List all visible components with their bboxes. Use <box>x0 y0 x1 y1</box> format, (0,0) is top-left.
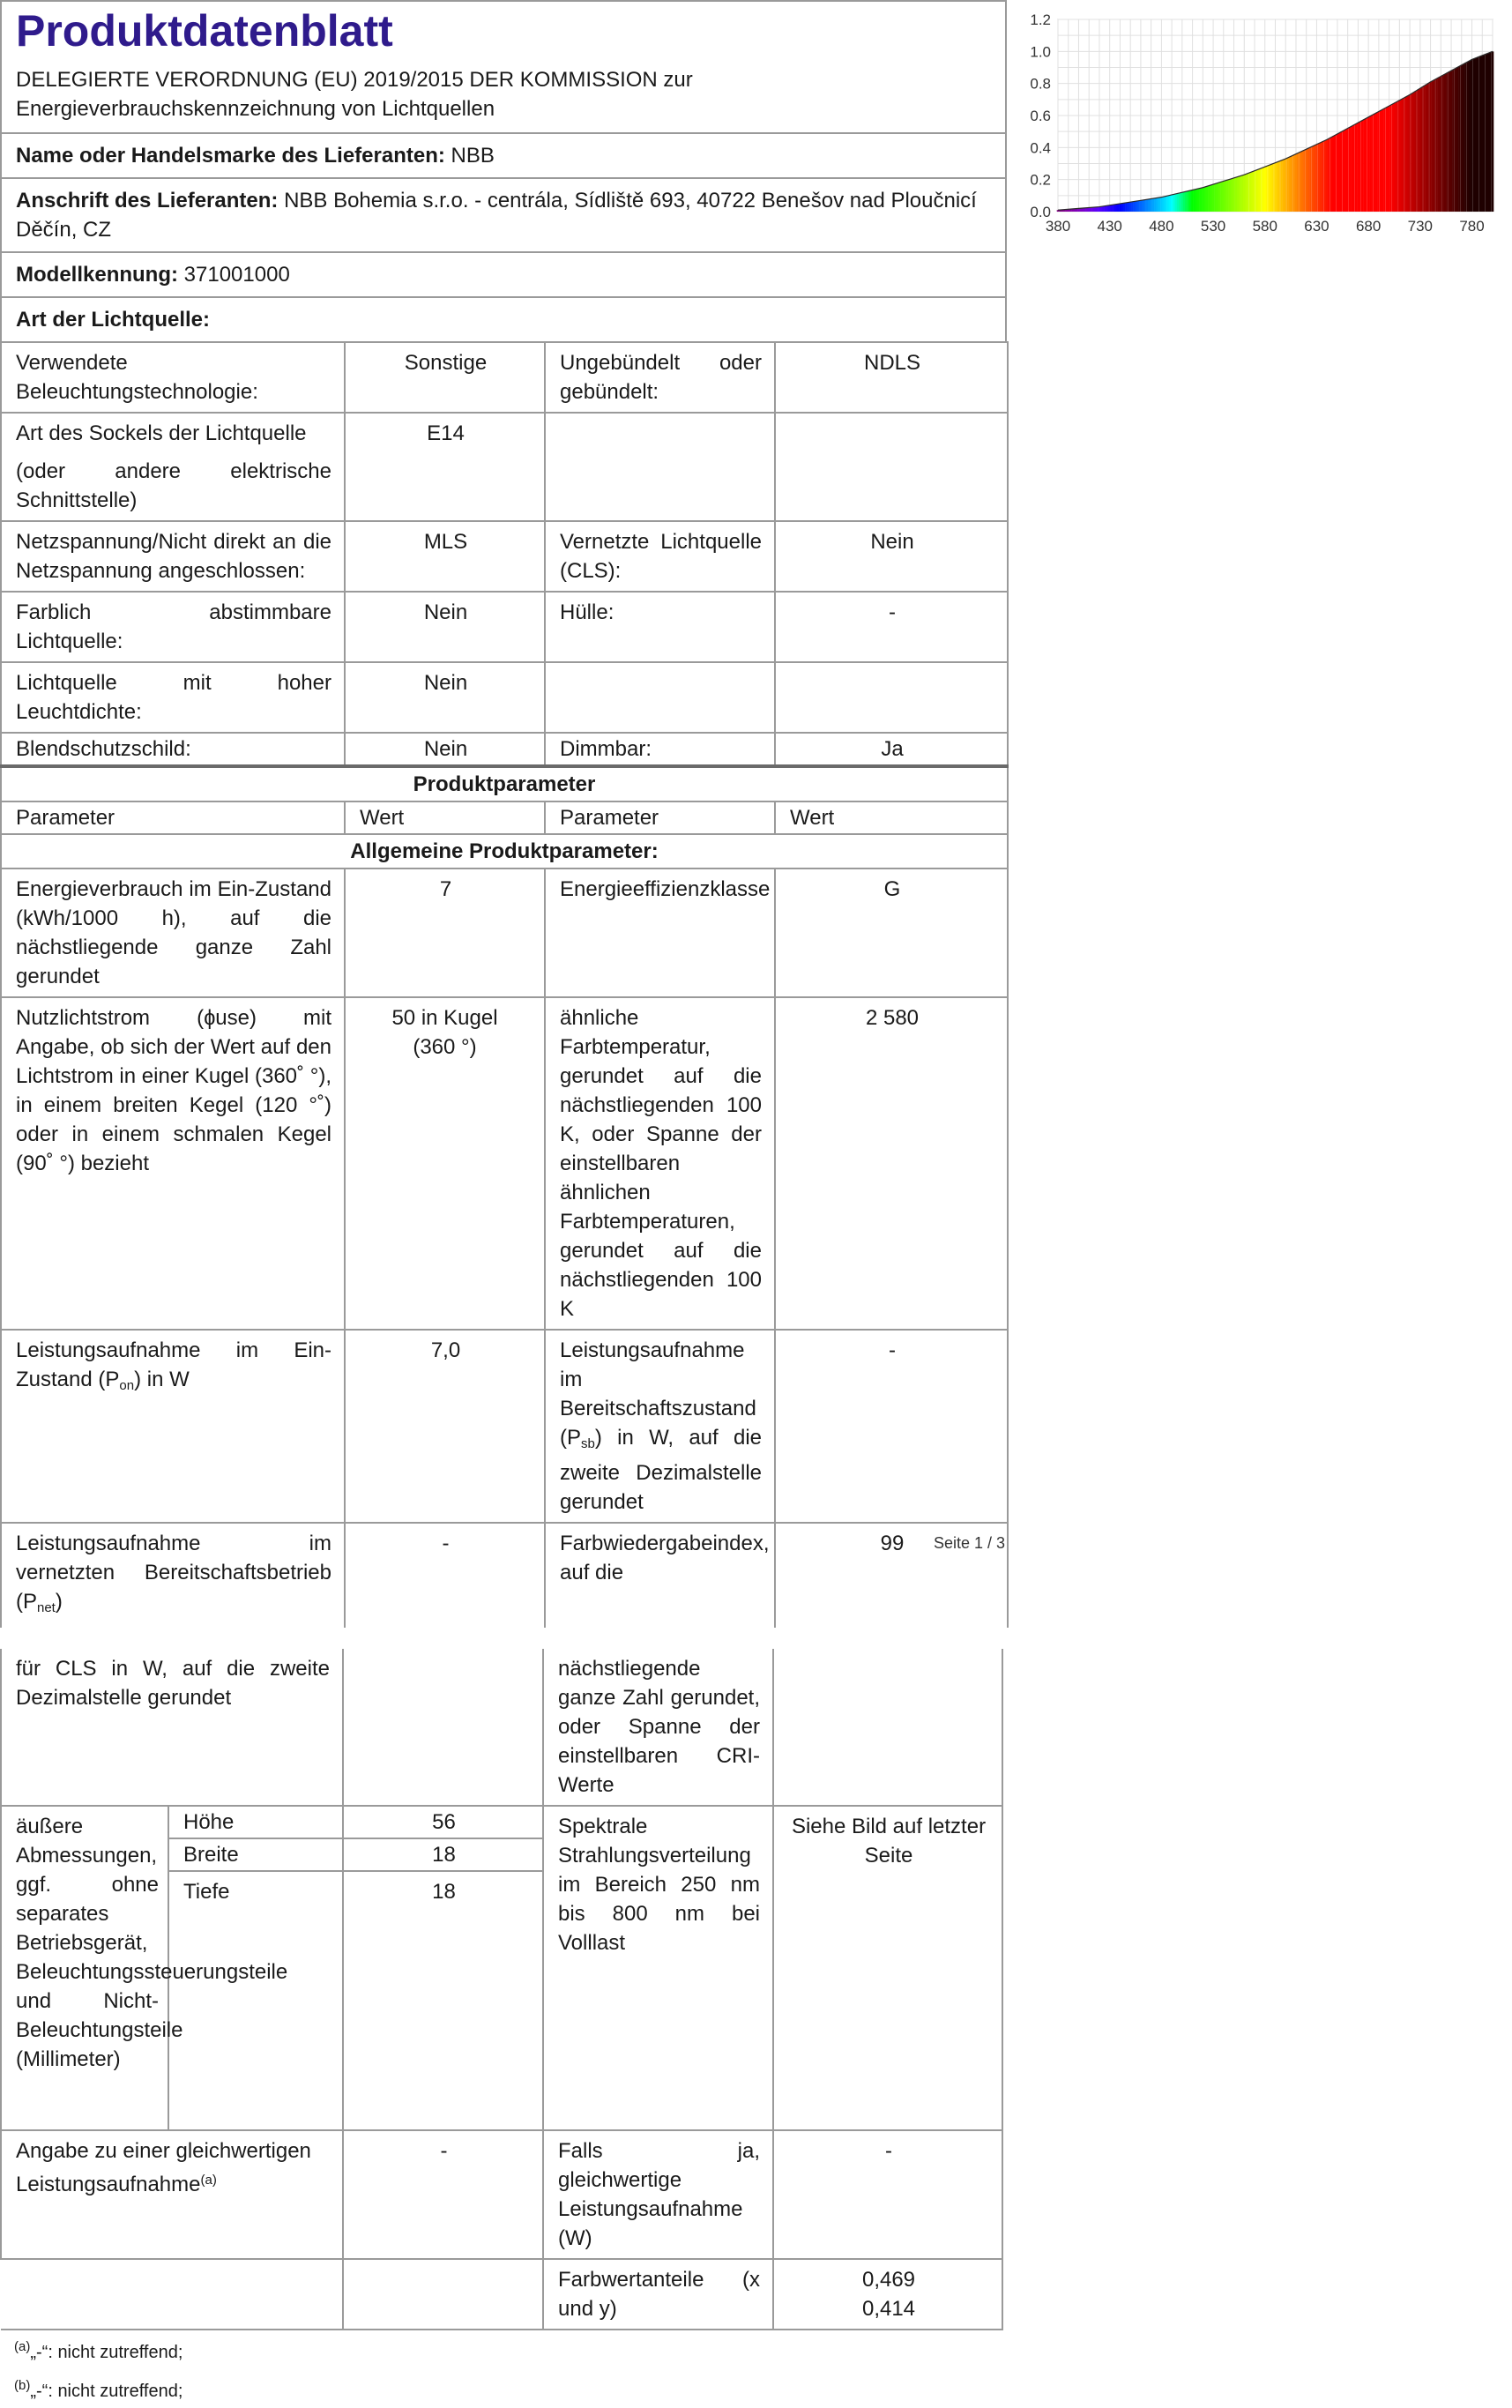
x-tick-label: 780 <box>1459 218 1485 235</box>
col-header-value-2: Wert <box>775 801 1008 834</box>
header-box <box>0 0 1007 343</box>
energy-class-value: G <box>775 869 1008 997</box>
psb-subscript: sb <box>581 1436 595 1451</box>
model-value: 371001000 <box>183 263 290 287</box>
regulation-line-1: DELEGIERTE VERORDNUNG (EU) 2019/2015 DER KOMMISSION zur <box>16 68 693 92</box>
dimmable-label: Dimmbar: <box>545 733 775 766</box>
model-row <box>2 251 1005 296</box>
col-header-parameter: Parameter <box>1 801 345 834</box>
flux-label: Nutzlichtstrom (ɸuse) mit Angabe, ob sich der Wert auf den Lichtstrom in einer Kugel (360˚ °), in einem breiten Kegel (120 °˚) oder in einem schmalen Kegel (90˚ °) bezieht <box>1 997 345 1330</box>
equiv-value: - <box>343 2130 543 2259</box>
empty-cell <box>545 413 775 521</box>
depth-label: Tiefe <box>168 1871 343 2130</box>
empty-cell <box>545 662 775 733</box>
spectrum-chart <box>1012 0 1512 494</box>
empty-cell <box>1 2259 343 2330</box>
cri-label: Farbwiedergabeindex, auf die <box>545 1523 775 1628</box>
dimensions-label: äußere Abmessungen, ggf. ohne separates Betriebsgerät, Beleuchtungssteuerungsteile und Nicht-Beleuchtungsteile (Millimeter) <box>1 1806 168 2130</box>
table-row <box>1 1523 1008 1628</box>
x-tick-label: 380 <box>1045 218 1071 235</box>
page-title: Produktdatenblatt <box>16 6 393 56</box>
mains-label: Netzspannung/Nicht direkt an die Netzspannung angeschlossen: <box>1 521 345 592</box>
directional-value: NDLS <box>775 342 1008 413</box>
tunable-label: Farblich abstimmbare Lichtquelle: <box>1 592 345 662</box>
x-tick-label: 630 <box>1304 218 1330 235</box>
socket-label-2: (oder andere elektrische Schnittstelle) <box>16 459 331 512</box>
pnet-label-continued: für CLS in W, auf die zweite Dezimalstelle gerundet <box>1 1649 343 1806</box>
socket-label-cell <box>1 413 345 521</box>
spd-value: Siehe Bild auf letzter Seite <box>773 1806 1002 2130</box>
empty-cell <box>775 662 1008 733</box>
parameter-table-continued <box>0 1649 1003 2330</box>
table-row <box>1 1330 1008 1523</box>
footnote-a <box>14 2330 1007 2369</box>
cct-value: 2 580 <box>775 997 1008 1330</box>
parameter-table <box>0 341 1009 1628</box>
y-tick-label: 0.2 <box>1030 171 1051 189</box>
width-label: Breite <box>168 1838 343 1871</box>
envelope-value: - <box>775 592 1008 662</box>
socket-label: Art des Sockels der Lichtquelle <box>16 421 307 445</box>
empty-cell <box>343 2259 543 2330</box>
tunable-value: Nein <box>345 592 545 662</box>
col-header-parameter-2: Parameter <box>545 801 775 834</box>
pnet-label-text: Leistungsaufnahme im vernetzten Bereitschaftsbetrieb (P <box>16 1532 331 1614</box>
psb-value: - <box>775 1330 1008 1523</box>
supplier-name-label: Name oder Handelsmarke des Lieferanten: <box>16 144 445 168</box>
psb-label <box>545 1330 775 1523</box>
width-value: 18 <box>343 1838 543 1871</box>
table-row <box>1 592 1008 662</box>
supplier-address-value: NBB Bohemia s.r.o. - centrála, Sídliště 693, 40722 Benešov nad Ploučnicí Děčín, CZ <box>16 189 977 242</box>
supplier-address-label: Anschrift des Lieferanten: <box>16 189 279 212</box>
table-row <box>1 2259 1002 2330</box>
chroma-label: Farbwertanteile (x und y) <box>543 2259 773 2330</box>
energy-value: 7 <box>345 869 545 997</box>
antiglare-label: Blendschutzschild: <box>1 733 345 766</box>
section-row <box>1 834 1008 869</box>
table-row <box>1 997 1008 1330</box>
column-header-row <box>1 801 1008 834</box>
table-row <box>1 1806 1002 1838</box>
footnote-b <box>14 2369 1007 2408</box>
product-parameters-heading: Produktparameter <box>1 766 1008 801</box>
empty-cell <box>343 1649 543 1806</box>
footnote-b-text: „-“: nicht zutreffend; <box>30 2382 183 2401</box>
regulation-line-2: Energieverbrauchskennzeichnung von Lichtquellen <box>16 97 495 121</box>
x-tick-label: 430 <box>1097 218 1122 235</box>
tech-value: Sonstige <box>345 342 545 413</box>
y-tick-label: 0.6 <box>1030 108 1051 124</box>
pnet-label-close: ) <box>55 1590 63 1614</box>
table-row <box>1 413 1008 521</box>
cct-label: ähnliche Farbtemperatur, gerundet auf die nächstliegenden 100 K, oder Spanne der einstellbaren ähnlichen Farbtemperaturen, gerundet auf die nächstliegenden 100 K <box>545 997 775 1330</box>
flux-value: 50 in Kugel (360 °) <box>345 997 545 1330</box>
spectrum-chart-svg <box>1012 0 1512 494</box>
directional-label: Ungebündelt oder gebündelt: <box>545 342 775 413</box>
pon-subscript: on <box>119 1378 135 1393</box>
chroma-y: 0,414 <box>861 2297 916 2321</box>
lightsource-type-heading <box>2 296 1005 341</box>
cri-label-continued: nächstliegende ganze Zahl gerundet, oder Spanne der einstellbaren CRI-Werte <box>543 1649 773 1806</box>
supplier-address-row <box>2 177 1005 251</box>
cls-label: Vernetzte Lichtquelle (CLS): <box>545 521 775 592</box>
lightsource-type-label: Art der Lichtquelle: <box>16 308 211 332</box>
psb-label-unit: ) in W, auf die zweite Dezimalstelle gerundet <box>560 1426 762 1514</box>
y-tick-label: 0.4 <box>1030 139 1051 157</box>
pnet-label <box>1 1523 345 1628</box>
table-row <box>1 2130 1002 2259</box>
page-number: Seite 1 / 3 <box>933 1534 1005 1552</box>
footnote-b-mark: (b) <box>14 2378 31 2393</box>
y-tick-label: 0.8 <box>1030 75 1051 93</box>
footnotes <box>0 2330 1007 2408</box>
y-tick-label: 0.0 <box>1030 204 1051 220</box>
section-row <box>1 766 1008 801</box>
mains-value: MLS <box>345 521 545 592</box>
spd-label: Spektrale Strahlungsverteilung im Bereich 250 nm bis 800 nm bei Volllast <box>543 1806 773 2130</box>
table-row <box>1 342 1008 413</box>
equiv-power-label: Falls ja, gleichwertige Leistungsaufnahme (W) <box>543 2130 773 2259</box>
energy-class-label: Energieeffizienzklasse <box>545 869 775 997</box>
table-row <box>1 733 1008 766</box>
socket-value: E14 <box>345 413 545 521</box>
footnote-a-mark: (a) <box>14 2339 31 2354</box>
equiv-label <box>1 2130 343 2259</box>
cri-value: 99 <box>775 1523 1008 1628</box>
supplier-name-row <box>2 132 1005 177</box>
pon-label-unit: ) in W <box>134 1368 190 1391</box>
table-row <box>1 1649 1002 1806</box>
x-tick-label: 580 <box>1252 218 1277 235</box>
energy-label: Energieverbrauch im Ein-Zustand (kWh/1000 h), auf die nächstliegende ganze Zahl gerundet <box>1 869 345 997</box>
height-label: Höhe <box>168 1806 343 1838</box>
model-label: Modellkennung: <box>16 263 178 287</box>
depth-value: 18 <box>343 1871 543 2130</box>
regulation-text <box>2 58 1005 132</box>
pnet-value: - <box>345 1523 545 1628</box>
empty-cell <box>773 1649 1002 1806</box>
pon-label-text: Leistungsaufnahme im Ein-Zustand (P <box>16 1338 331 1391</box>
x-tick-label: 480 <box>1149 218 1174 235</box>
pon-label <box>1 1330 345 1523</box>
x-tick-label: 730 <box>1407 218 1434 235</box>
psb-label-text: Leistungsaufnahme im Bereitschaftszustand (P <box>560 1338 756 1450</box>
equiv-label-text: Angabe zu einer gleichwertigen Leistungsaufnahme <box>16 2139 311 2196</box>
highlum-label: Lichtquelle mit hoher Leuchtdichte: <box>1 662 345 733</box>
cls-value: Nein <box>775 521 1008 592</box>
height-value: 56 <box>343 1806 543 1838</box>
highlum-value: Nein <box>345 662 545 733</box>
table-row <box>1 662 1008 733</box>
equiv-power-value: - <box>773 2130 1002 2259</box>
tech-label: Verwendete Beleuchtungstechnologie: <box>1 342 345 413</box>
pnet-subscript: net <box>37 1600 56 1615</box>
chroma-x: 0,469 <box>861 2268 916 2292</box>
dimmable-value: Ja <box>775 733 1008 766</box>
x-tick-label: 530 <box>1200 218 1226 235</box>
y-tick-label: 1.2 <box>1030 11 1051 28</box>
x-tick-label: 680 <box>1355 218 1382 235</box>
footnote-a-text: „-“: nicht zutreffend; <box>30 2343 183 2362</box>
col-header-value: Wert <box>345 801 545 834</box>
chroma-value <box>773 2259 1002 2330</box>
supplier-name-value: NBB <box>451 144 495 168</box>
envelope-label: Hülle: <box>545 592 775 662</box>
general-parameters-heading: Allgemeine Produktparameter: <box>1 834 1008 869</box>
table-row <box>1 869 1008 997</box>
pon-value: 7,0 <box>345 1330 545 1523</box>
empty-cell <box>775 413 1008 521</box>
antiglare-value: Nein <box>345 733 545 766</box>
equiv-footnote-mark: (a) <box>200 2173 217 2188</box>
table-row <box>1 521 1008 592</box>
y-tick-label: 1.0 <box>1030 43 1051 61</box>
